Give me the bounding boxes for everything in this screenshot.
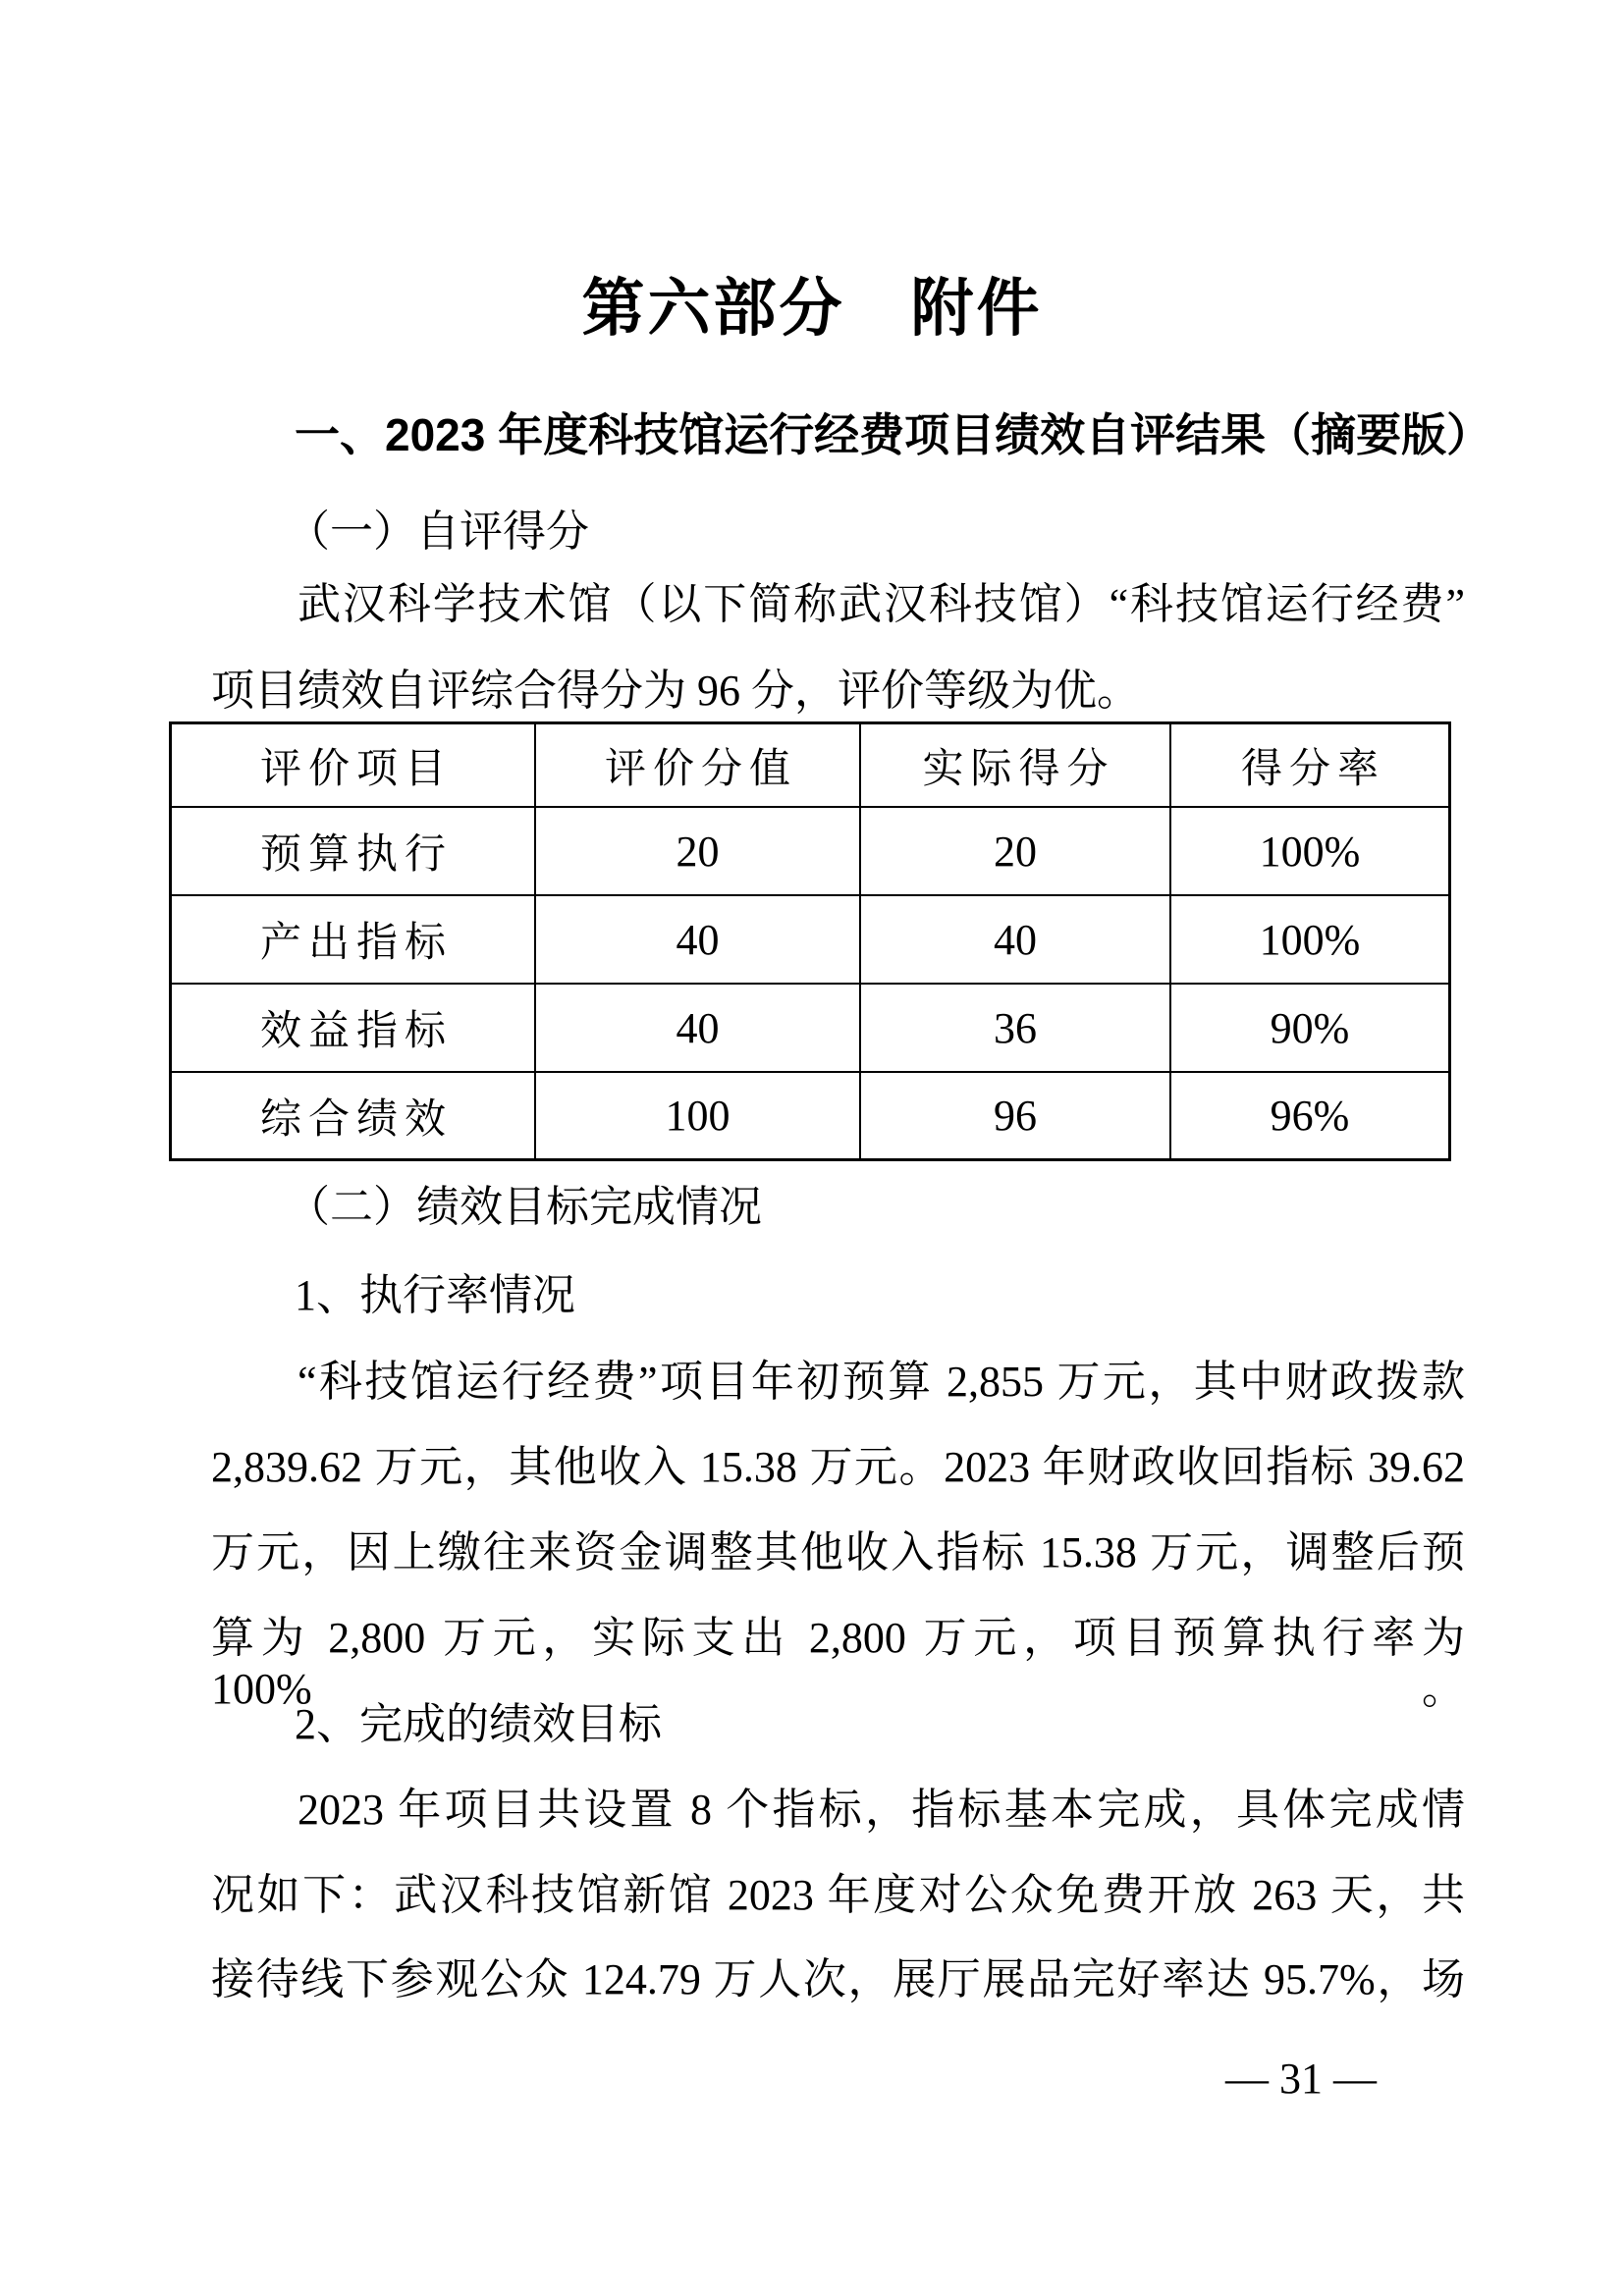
table-cell: 20 [861,808,1171,896]
table-cell: 效益指标 [172,985,536,1073]
table-cell: 预算执行 [172,808,536,896]
table-cell: 20 [536,808,861,896]
para1-line-2: 项目绩效自评综合得分为 96 分，评价等级为优。 [211,667,1140,715]
table-cell: 40 [536,896,861,985]
page-title: 第六部分 附件 [581,274,1043,344]
table-cell: 40 [861,896,1171,985]
para3-line-1: 2023 年项目共设置 8 个指标，指标基本完成，具体完成情 [298,1786,1465,1834]
page-number: — 31 — [1225,2055,1377,2103]
para3-line-2: 况如下：武汉科技馆新馆 2023 年度对公众免费开放 263 天，共 [211,1871,1465,1919]
table-cell: 综合绩效 [172,1073,536,1158]
section-heading: 一、2023 年度科技馆运行经费项目绩效自评结果（摘要版） [295,409,1492,460]
table-cell: 90% [1171,985,1448,1073]
table-cell: 100% [1171,896,1448,985]
table-cell: 40 [536,985,861,1073]
item-1-title: 1、执行率情况 [295,1271,575,1319]
subsection-1-title: （一）自评得分 [287,507,589,556]
table-cell: 100% [1171,808,1448,896]
para2-line-4: 算为 2,800 万元，实际支出 2,800 万元，项目预算执行率为 100%。 [211,1614,1465,1713]
table-cell: 36 [861,985,1171,1073]
para2-line-2: 2,839.62 万元，其他收入 15.38 万元。2023 年财政收回指标 39.62 [211,1443,1465,1491]
table-cell: 96% [1270,1092,1350,1140]
para2-line-1: “科技馆运行经费”项目年初预算 2,855 万元，其中财政拨款 [298,1358,1465,1406]
para1-line-1: 武汉科学技术馆（以下简称武汉科技馆）“科技馆运行经费” [298,580,1465,628]
table-header-cell: 得分率 [1171,724,1448,808]
table-cell: 产出指标 [172,896,536,985]
table-cell: 100 [536,1073,861,1158]
table-header-cell: 评价项目 [172,724,536,808]
score-table [169,721,1451,1161]
para2-line-3: 万元，因上缴往来资金调整其他收入指标 15.38 万元，调整后预 [211,1528,1465,1576]
table-header-cell: 评价分值 [536,724,861,808]
subsection-2-title: （二）绩效目标完成情况 [287,1183,762,1231]
table-cell: 96 [861,1073,1171,1158]
item-2-title: 2、完成的绩效目标 [295,1700,662,1748]
para3-line-3: 接待线下参观公众 124.79 万人次，展厅展品完好率达 95.7%，场 [211,1955,1465,2003]
table-header-cell: 实际得分 [861,724,1171,808]
